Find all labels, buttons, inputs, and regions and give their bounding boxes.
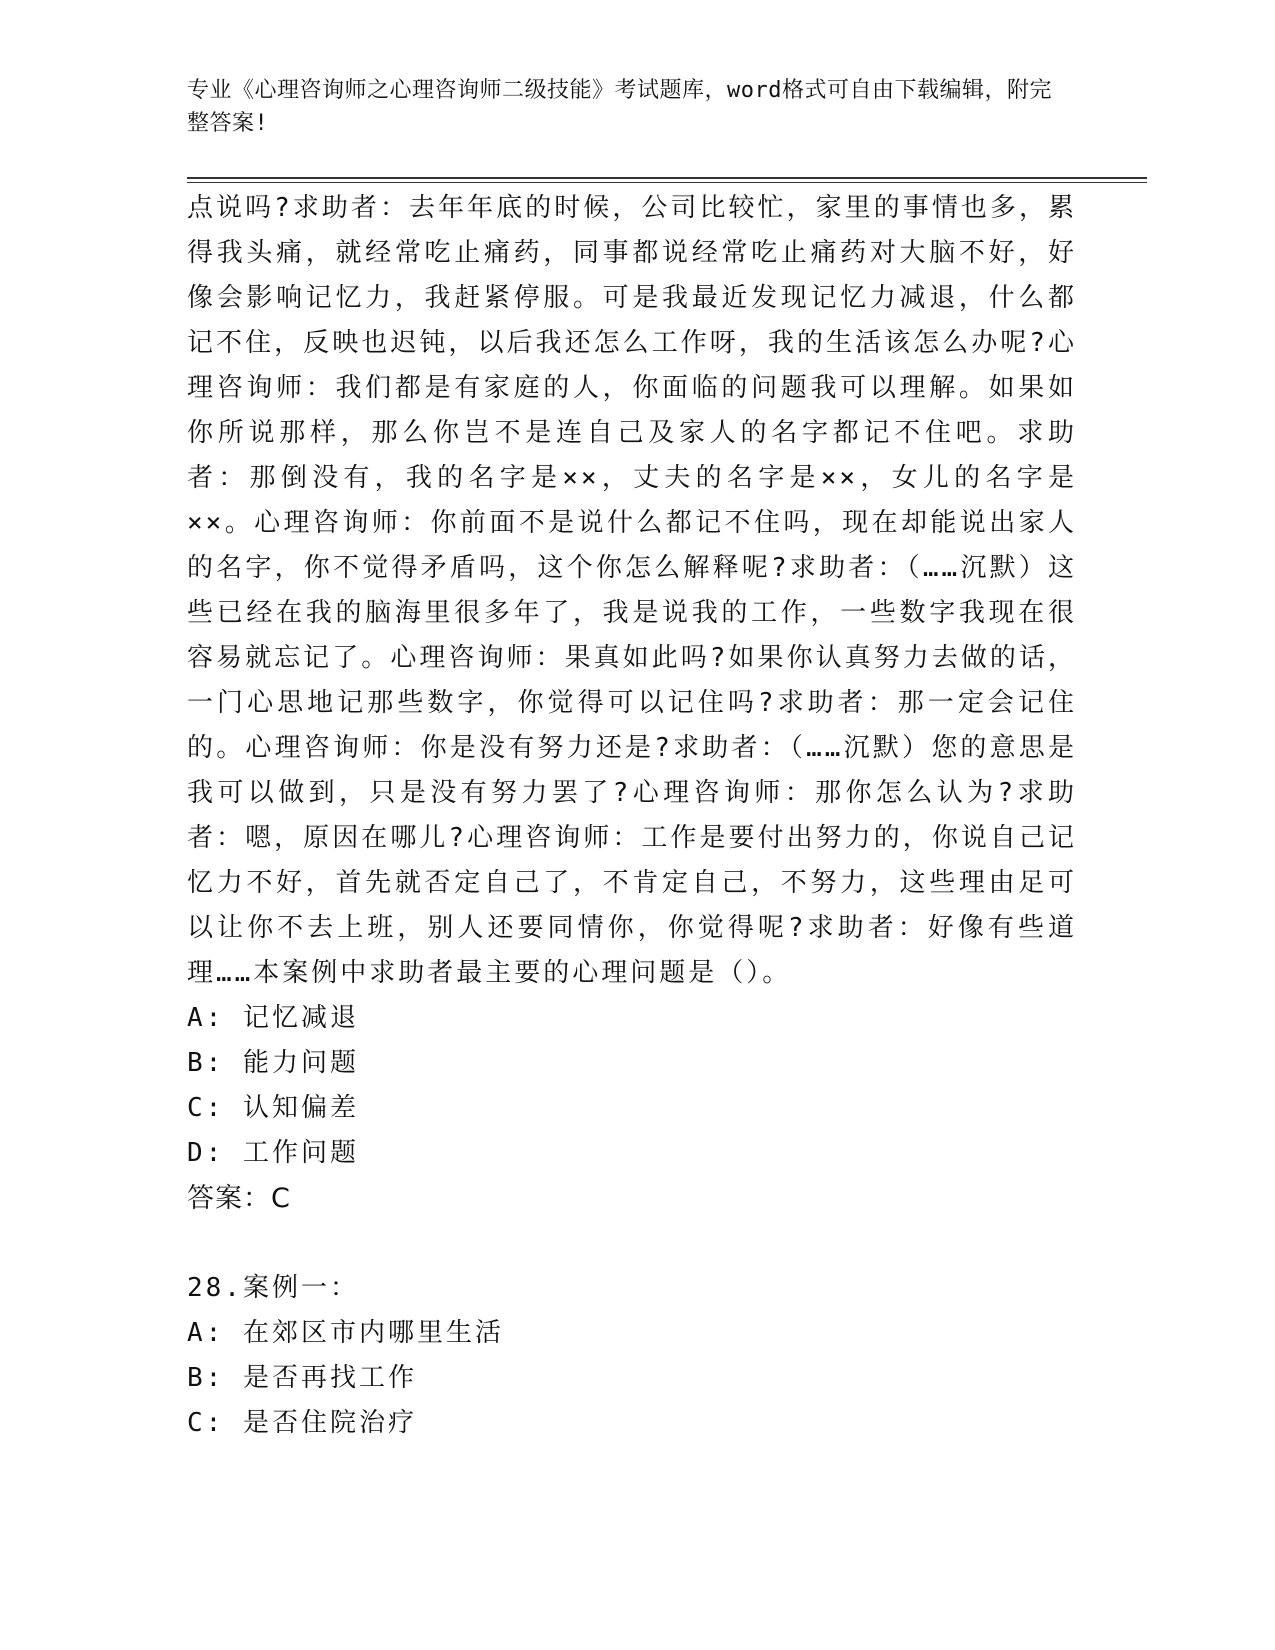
question-27-passage: 点说吗?求助者：去年年底的时候，公司比较忙，家里的事情也多，累得我头痛，就经常吃止痛药，同事都说经常吃止痛药对大脑不好，好像会影响记忆力，我赶紧停服。可是我最近发现记忆力减退，什么都记不住，反映也迟钝，以后我还怎么工作呀，我的生活该怎么办呢?心理咨询师：我们都是有家庭的人，你面临的问题我可以理解。如果如你所说那样，那么你岂不是连自己及家人的名字都记不住吧。求助者：那倒没有，我的名字是××，丈夫的名字是××，女儿的名字是××。心理咨询师：你前面不是说什么都记不住吗，现在却能说出家人的名字，你不觉得矛盾吗，这个你怎么解释呢?求助者：（……沉默）这些已经在我的脑海里很多年了，我是说我的工作，一些数字我现在很容易就忘记了。心理咨询师：果真如此吗?如果你认真努力去做的话，一门心思地记那些数字，你觉得可以记住吗?求助者：那一定会记住的。心理咨询师：你是没有努力还是?求助者：（……沉默）您的意思是我可以做到，只是没有努力罢了?心理咨询师：那你怎么认为?求助者：嗯，原因在哪儿?心理咨询师：工作是要付出努力的，你说自己记忆力不好，首先就否定自己了，不肯定自己，不努力，这些理由足可以让你不去上班，别人还要同情你，你觉得呢?求助者：好像有些道理……本案例中求助者最主要的心理问题是（）。 (187, 193, 1077, 988)
question-27-option-d: D: 工作问题 (187, 1138, 359, 1168)
question-28-option-b: B: 是否再找工作 (187, 1363, 417, 1393)
question-27-option-b: B: 能力问题 (187, 1048, 359, 1078)
question-27 (187, 186, 1077, 1221)
header-title: 专业《心理咨询师之心理咨询师二级技能》考试题库，word格式可自由下载编辑，附完整答案! (187, 78, 1052, 136)
question-28-title: 28.案例一： (187, 1273, 359, 1303)
question-27-answer: 答案：C (187, 1183, 291, 1214)
document-body (187, 186, 1077, 1446)
question-27-option-a: A: 记忆减退 (187, 1003, 359, 1033)
page-header (187, 74, 1067, 140)
header-divider (187, 177, 1147, 183)
section-spacer (187, 1221, 1077, 1266)
question-27-option-c: C: 认知偏差 (187, 1093, 359, 1123)
question-28-option-a: A: 在郊区市内哪里生活 (187, 1318, 504, 1348)
question-28-option-c: C: 是否住院治疗 (187, 1408, 417, 1438)
question-28 (187, 1266, 1077, 1446)
